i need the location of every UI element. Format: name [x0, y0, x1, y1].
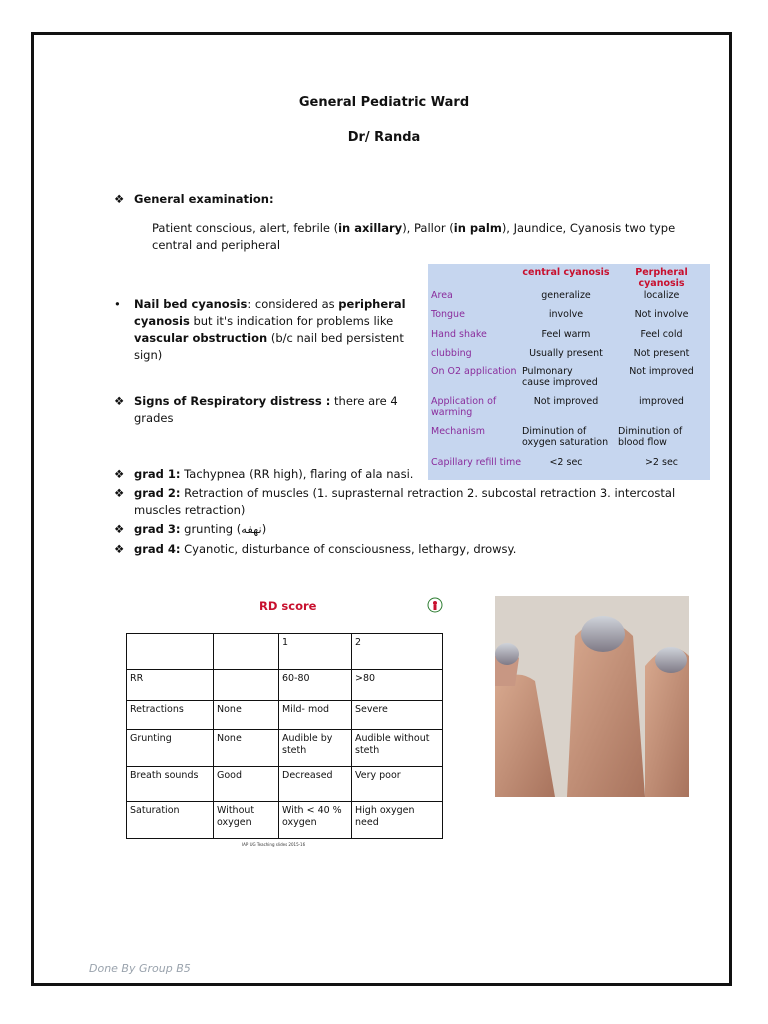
table-row: 1 2	[127, 634, 443, 670]
table-row: RR 60-80 >80	[127, 670, 443, 701]
diamond-bullet-icon: ❖	[114, 192, 125, 206]
logo-icon	[426, 596, 444, 620]
general-exam-text: Patient conscious, alert, febrile (in axillary), Pallor (in palm), Jaundice, Cyanosis two type central and peripheral	[152, 221, 676, 252]
table-row: Grunting None Audible by steth Audible without steth	[127, 730, 443, 767]
fingers-image-icon	[495, 596, 689, 797]
diamond-bullet-icon: ❖	[114, 542, 125, 556]
rd-score-footnote: IAP UG Teaching slides 2015-16	[242, 842, 306, 847]
diamond-bullet-icon: ❖	[114, 394, 125, 408]
rd-score-table	[126, 633, 443, 839]
footer-credit: Done By Group B5	[89, 962, 191, 975]
finger-nails-photo	[495, 596, 689, 797]
page-title: General Pediatric Ward	[298, 95, 470, 110]
table-row: Breath sounds Good Decreased Very poor	[127, 767, 443, 802]
diamond-bullet-icon: ❖	[114, 486, 125, 500]
table-row: Saturation Without oxygen With < 40 % oxygen High oxygen need	[127, 802, 443, 839]
diamond-bullet-icon: ❖	[114, 467, 125, 481]
page-subtitle: Dr/ Randa	[347, 130, 421, 145]
table-row: Retractions None Mild- mod Severe	[127, 701, 443, 730]
dot-bullet-icon: •	[114, 297, 121, 311]
cyanosis-comparison-table: central cyanosis Perpheral cyanosis Area generalize localize Tongue involve Not involve Hand shake Feel warm Feel cold clubbing Usually present Not present On O2 application Pulmonary cause improved Not improved Application of warming Not improved improved Mechanism Diminution of oxygen saturation Diminution of blood flow Capillary refill time <2 sec >2 sec	[428, 264, 710, 480]
general-exam-label: General examination:	[134, 192, 274, 206]
rd-score-title: RD score	[259, 599, 317, 613]
diamond-bullet-icon: ❖	[114, 522, 125, 536]
